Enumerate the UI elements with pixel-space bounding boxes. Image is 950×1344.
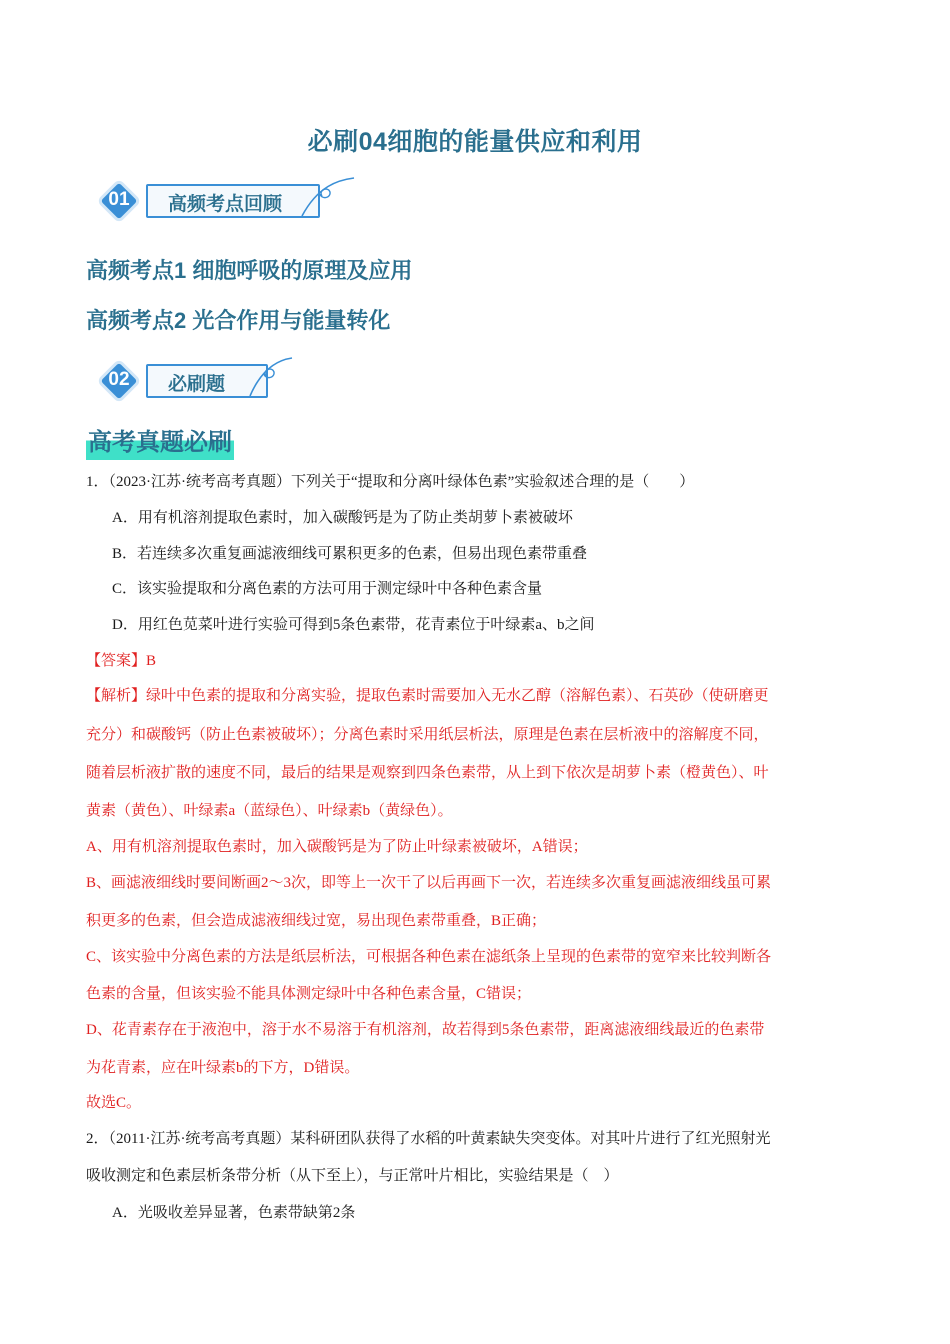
analysis-line: C、该实验中分离色素的方法是纸层析法，可根据各种色素在滤纸条上呈现的色素带的宽窄来比较判断各	[86, 949, 772, 965]
question-2-option-a: A．光吸收差异显著，色素带缺第2条	[112, 1205, 356, 1221]
section-number: 01	[108, 189, 130, 210]
question-1-option-a: A．用有机溶剂提取色素时，加入碳酸钙是为了防止类胡萝卜素被破坏	[112, 510, 573, 526]
analysis-line: D、花青素存在于液泡中，溶于水不易溶于有机溶剂，故若得到5条色素带，距离滤液细线最近的色素带	[86, 1022, 765, 1038]
question-1-option-d: D．用红色苋菜叶进行实验可得到5条色素带，花青素位于叶绿素a、b之间	[112, 617, 595, 633]
question-1-option-c: C．该实验提取和分离色素的方法可用于测定绿叶中各种色素含量	[112, 581, 543, 597]
section-number: 02	[108, 369, 130, 390]
analysis-line: B、画滤液细线时要间断画2～3次，即等上一次干了以后再画下一次，若连续多次重复画滤液细线虽可累	[86, 875, 772, 891]
diamond-badge-icon	[100, 182, 138, 220]
banner-curl-icon	[298, 176, 358, 222]
analysis-line: 黄素（黄色）、叶绿素a（蓝绿色）、叶绿素b（黄绿色）。	[86, 803, 453, 819]
analysis-line: 为花青素，应在叶绿素b的下方，D错误。	[86, 1060, 360, 1076]
question-1-stem: 1．（2023·江苏·统考高考真题）下列关于“提取和分离叶绿体色素”实验叙述合理的是（ ）	[86, 474, 695, 490]
analysis-line: A、用有机溶剂提取色素时，加入碳酸钙是为了防止叶绿素被破坏，A错误；	[86, 839, 588, 855]
topic-1: 高频考点1 细胞呼吸的原理及应用	[86, 258, 413, 283]
diamond-badge-icon	[100, 362, 138, 400]
topic-2: 高频考点2 光合作用与能量转化	[86, 308, 391, 333]
question-1-conclusion: 故选C。	[86, 1095, 142, 1111]
page-title: 必刷04细胞的能量供应和利用	[307, 128, 643, 156]
section-label: 高频考点回顾	[168, 194, 283, 215]
question-1-answer: 【答案】B	[86, 653, 157, 669]
section-banner-practice	[98, 356, 298, 406]
analysis-line: 充分）和碳酸钙（防止色素被破坏）；分离色素时采用纸层析法，原理是色素在层析液中的溶解度不同，	[86, 727, 769, 743]
section-label-box	[146, 184, 320, 218]
analysis-line: 色素的含量，但该实验不能具体测定绿叶中各种色素含量，C错误；	[86, 986, 532, 1002]
exam-heading: 高考真题必刷	[86, 426, 234, 460]
banner-curl-icon	[246, 356, 296, 402]
question-1-option-b: B．若连续多次重复画滤液细线可累积更多的色素，但易出现色素带重叠	[112, 546, 588, 562]
section-banner-review	[98, 176, 358, 226]
section-label: 必刷题	[168, 374, 226, 395]
analysis-line: 积更多的色素，但会造成滤液细线过宽，易出现色素带重叠，B正确；	[86, 913, 547, 929]
question-2-stem: 2．（2011·江苏·统考高考真题）某科研团队获得了水稻的叶黄素缺失突变体。对其叶片进行了红光照射光	[86, 1131, 771, 1147]
question-2-stem: 吸收测定和色素层析条带分析（从下至上），与正常叶片相比，实验结果是（ ）	[86, 1168, 619, 1184]
analysis-line: 【解析】绿叶中色素的提取和分离实验，提取色素时需要加入无水乙醇（溶解色素）、石英砂（使研磨更	[86, 688, 769, 704]
analysis-line: 随着层析液扩散的速度不同，最后的结果是观察到四条色素带，从上到下依次是胡萝卜素（橙黄色）、叶	[86, 765, 769, 781]
